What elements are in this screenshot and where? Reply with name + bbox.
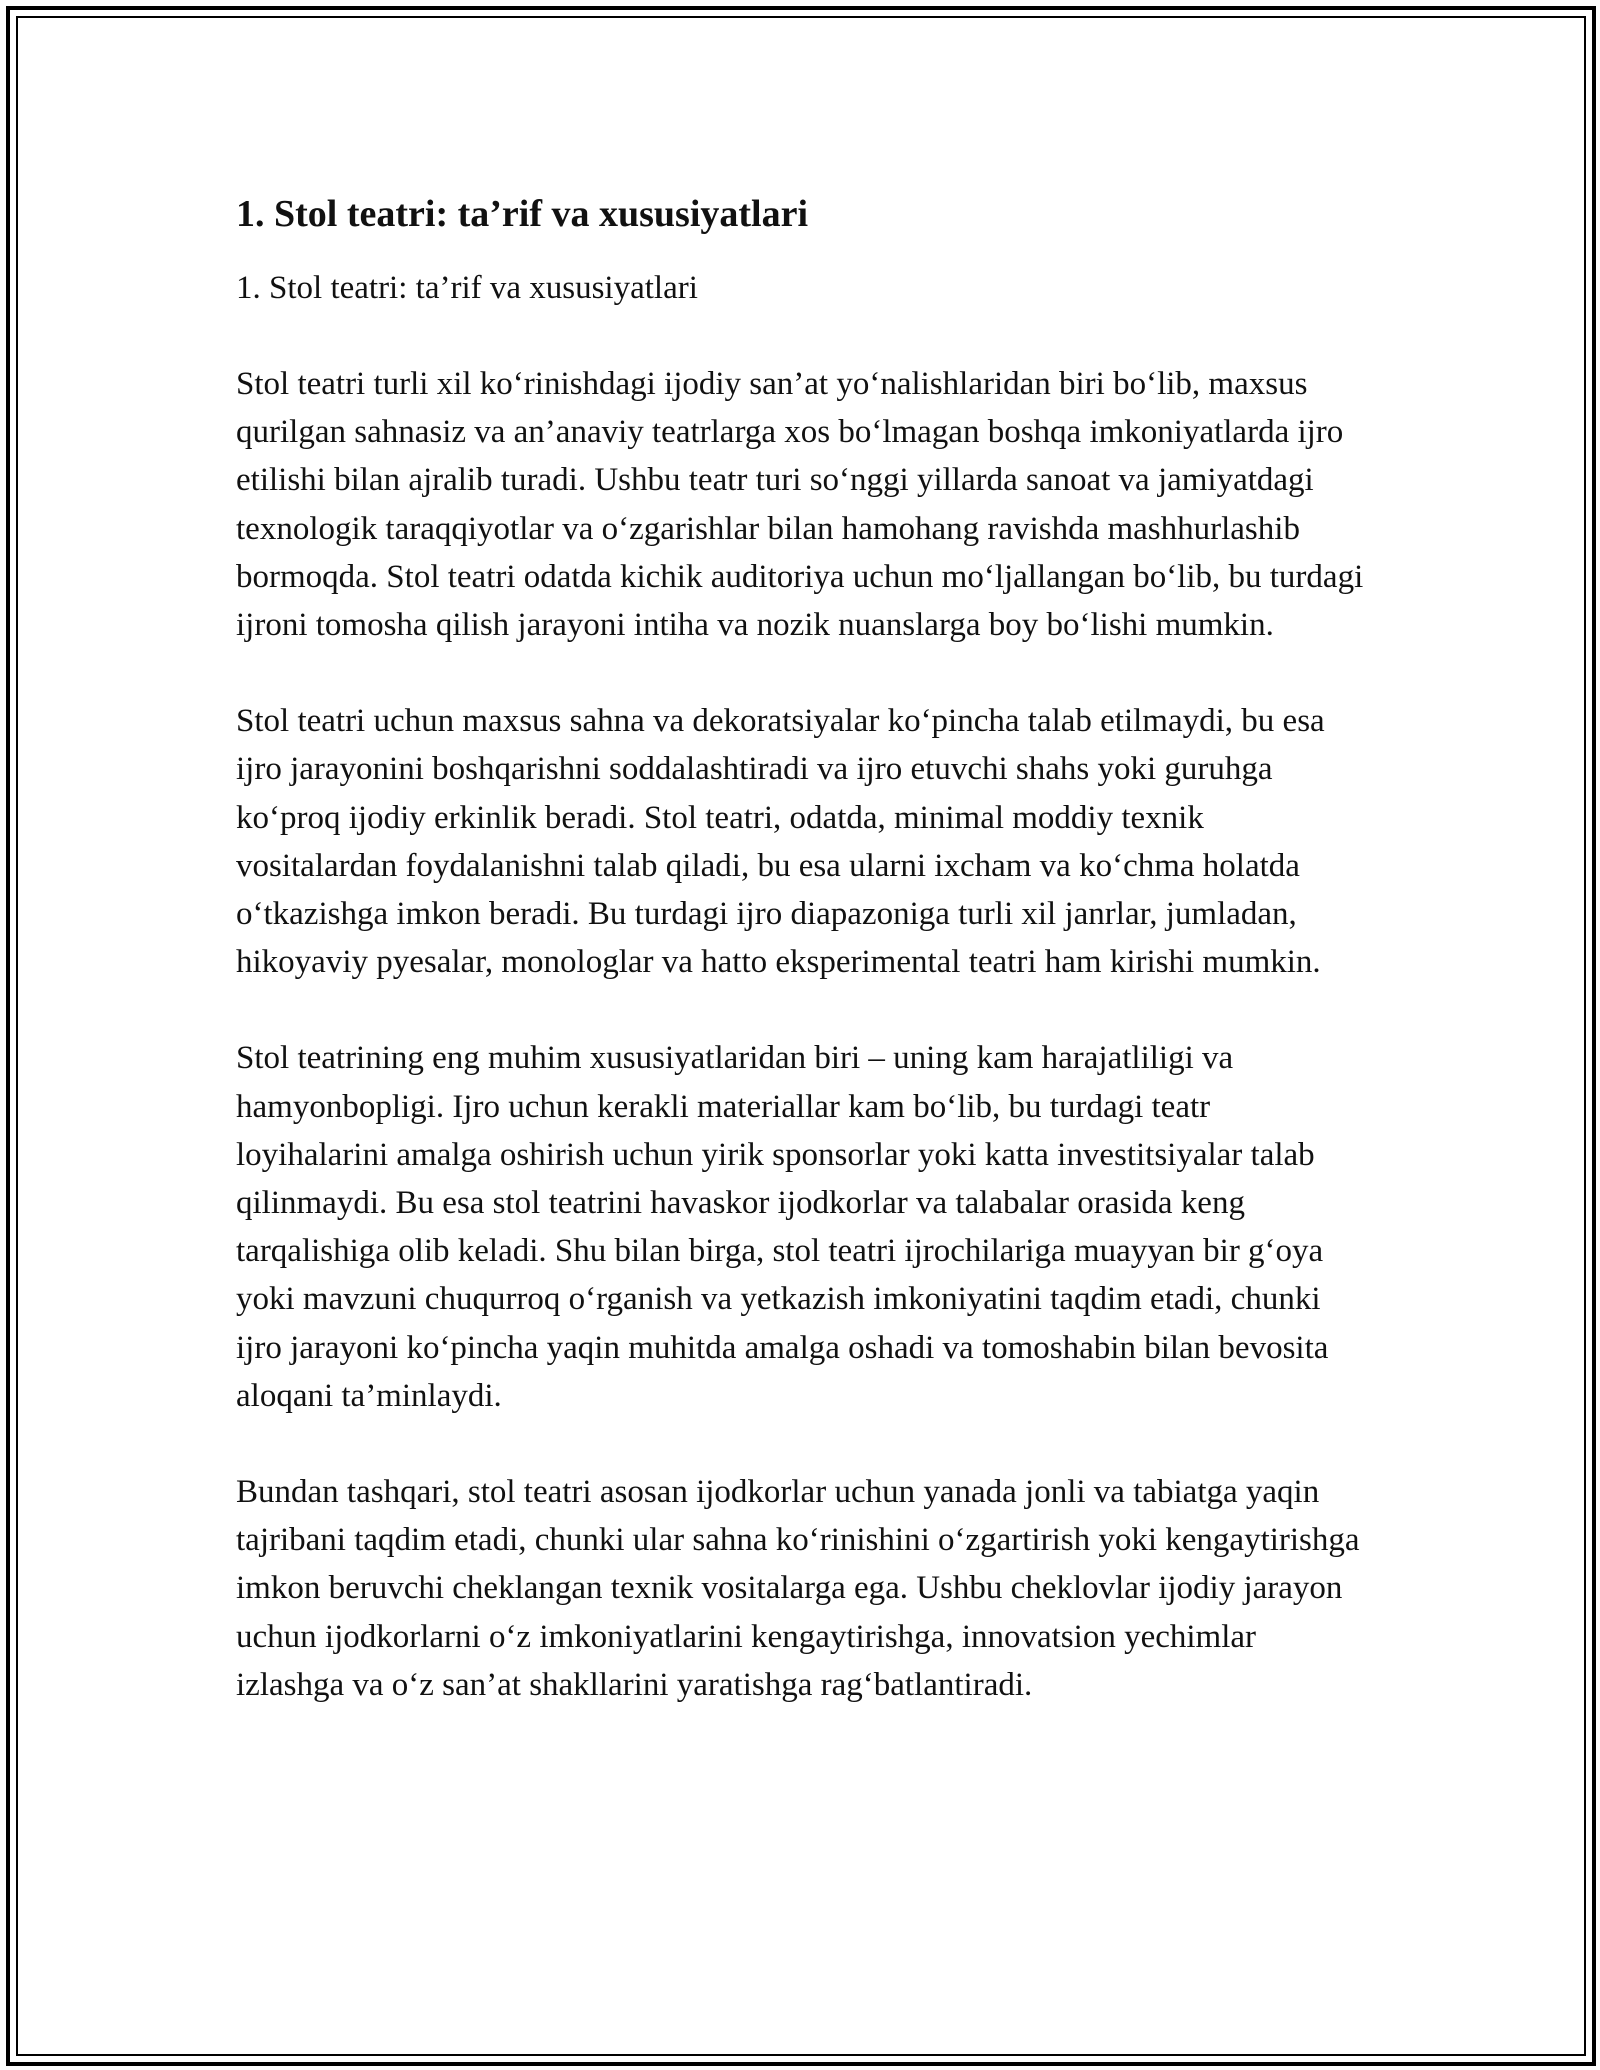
- paragraph-4: Bundan tashqari, stol teatri asosan ijodkorlar uchun yanada jonli va tabiatga yaqin tajribani taqdim etadi, chunki ular sahna koʻrinishini oʻzgartirish yoki kengaytirishga imkon beruvchi cheklangan texnik vositalarga ega. Ushbu cheklovlar ijodiy jarayon uchun ijodkorlarni oʻz imkoniyatlarini kengaytirishga, innovatsion yechimlar izlashga va oʻz san’at shakllarini yaratishga ragʻbatlantiradi.: [236, 1474, 1360, 1703]
- section-heading: 1. Stol teatri: ta’rif va xususiyatlari: [236, 193, 809, 235]
- document-body: [236, 190, 1366, 1709]
- paragraph-2: Stol teatri uchun maxsus sahna va dekoratsiyalar koʻpincha talab etilmaydi, bu esa ijro jarayonini boshqarishni soddalashtiradi va ijro etuvchi shahs yoki guruhga koʻproq ijodiy erkinlik beradi. Stol teatri, odatda, minimal moddiy texnik vositalardan foydalanishni talab qiladi, bu esa ularni ixcham va koʻchma holatda oʻtkazishga imkon beradi. Bu turdagi ijro diapazoniga turli xil janrlar, jumladan, hikoyaviy pyesalar, monologlar va hatto eksperimental teatri ham kirishi mumkin.: [236, 703, 1325, 981]
- paragraph-1: Stol teatri turli xil koʻrinishdagi ijodiy san’at yoʻnalishlaridan biri boʻlib, maxsus qurilgan sahnasiz va an’anaviy teatrlarga xos boʻlmagan boshqa imkoniyatlarda ijro etilishi bilan ajralib turadi. Ushbu teatr turi soʻnggi yillarda sanoat va jamiyatdagi texnologik taraqqiyotlar va oʻzgarishlar bilan hamohang ravishda mashhurlashib bormoqda. Stol teatri odatda kichik auditoriya uchun moʻljallangan boʻlib, bu turdagi ijroni tomosha qilish jarayoni intiha va nozik nuanslarga boy boʻlishi mumkin.: [236, 366, 1364, 644]
- paragraph-3: Stol teatrining eng muhim xususiyatlaridan biri – uning kam harajatliligi va hamyonbopligi. Ijro uchun kerakli materiallar kam boʻlib, bu turdagi teatr loyihalarini amalga oshirish uchun yirik sponsorlar yoki katta investitsiyalar talab qilinmaydi. Bu esa stol teatrini havaskor ijodkorlar va talabalar orasida keng tarqalishiga olib keladi. Shu bilan birga, stol teatri ijrochilariga muayyan bir gʻoya yoki mavzuni chuqurroq oʻrganish va yetkazish imkoniyatini taqdim etadi, chunki ijro jarayoni koʻpincha yaqin muhitda amalga oshadi va tomoshabin bilan bevosita aloqani ta’minlaydi.: [236, 1040, 1329, 1414]
- section-subheading: 1. Stol teatri: ta’rif va xususiyatlari: [236, 270, 698, 306]
